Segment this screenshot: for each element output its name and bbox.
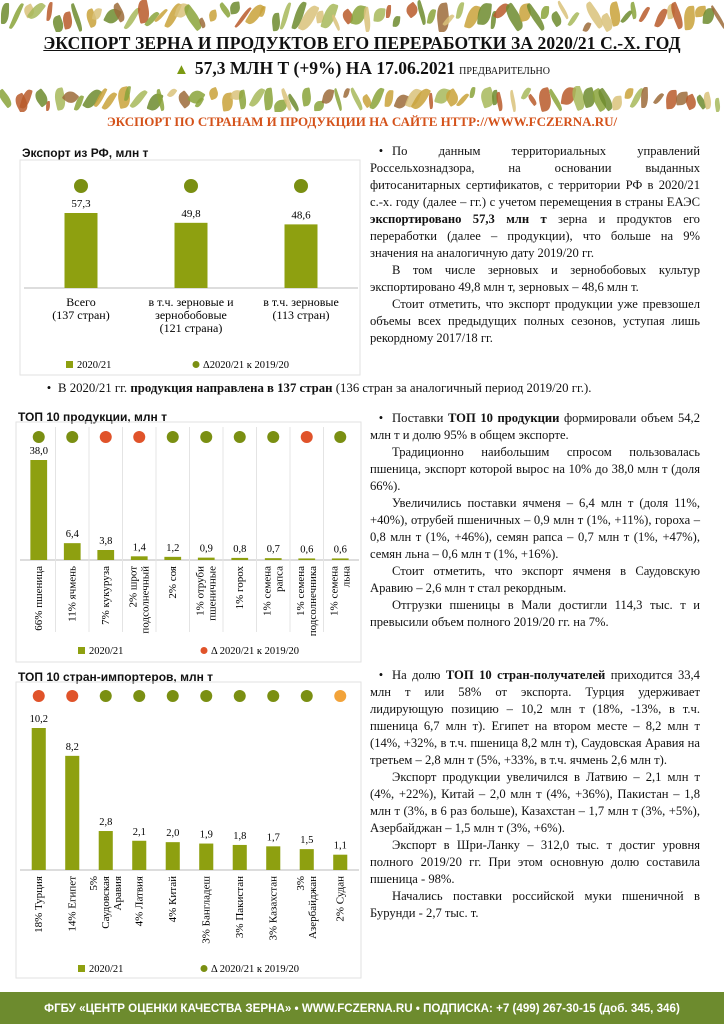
footer-bar: ФГБУ «ЦЕНТР ОЦЕНКИ КАЧЕСТВА ЗЕРНА» • WWW.FCZERNA.RU • ПОДПИСКА: +7 (499) 267-30-15 (доб. 345, 346) <box>0 992 724 1024</box>
leaf-shape <box>259 6 265 18</box>
leaf-shape <box>526 94 537 106</box>
value-label: 49,8 <box>181 207 201 220</box>
category-label-line: (137 стран) <box>52 308 110 322</box>
category-label <box>263 295 339 322</box>
text2-p1a: Поставки <box>392 411 448 425</box>
value-label: 1,5 <box>300 835 314 847</box>
value-label: 3,8 <box>99 536 113 547</box>
category-label <box>328 566 352 616</box>
leaf-shape <box>428 93 434 110</box>
bar <box>166 842 180 870</box>
leaf-shape <box>271 13 281 31</box>
value-label: 0,6 <box>333 544 347 556</box>
chart2-title: ТОП 10 продукции, млн т <box>18 410 167 424</box>
leaf-shape <box>374 7 387 22</box>
leaf-shape <box>229 2 240 15</box>
category-label-line: Азербайджан <box>306 876 319 940</box>
category-label-line: рапса <box>273 566 286 593</box>
category-label <box>261 566 285 616</box>
value-label: 57,3 <box>71 198 91 210</box>
value-label: 1,7 <box>266 832 280 844</box>
leaf-shape <box>393 16 401 27</box>
text2-p3: Увеличились поставки ячменя – 6,4 млн т (доля 11%, +40%), отрубей пшеничных – 0,9 млн т (1%, +11%), гороха – 0,8 млн т (1%, +46%), семян рапса – 0,7 млн т (1%, +47%), семян льна – 0,6 млн т (1%, +16%). <box>370 496 700 561</box>
value-label: 8,2 <box>65 741 79 753</box>
bar <box>231 558 248 560</box>
leaf-shape <box>714 97 721 112</box>
bar <box>233 845 247 870</box>
text3-p1a: На долю <box>392 668 446 682</box>
text2-p1c: формировали объем 54,2 млн т и долю 95% в общем экспорте. <box>370 411 701 442</box>
category-label <box>148 295 234 335</box>
category-label-line: 11% ячмень <box>66 566 79 622</box>
category-label-line: Аравия <box>111 876 124 911</box>
value-label: 1,2 <box>166 542 180 554</box>
bullet-icon: • <box>378 144 384 158</box>
category-label-line: (121 страна) <box>159 321 223 335</box>
category-label <box>133 876 145 926</box>
legend-bar-swatch <box>78 647 85 654</box>
line137-a: В 2020/21 гг. <box>58 381 131 395</box>
category-label <box>234 566 246 610</box>
leaf-shape <box>369 86 384 110</box>
bar <box>285 224 318 288</box>
category-label-line: 1% отруби <box>194 566 207 616</box>
bar <box>64 543 81 560</box>
leaf-shape <box>385 90 394 108</box>
leaf-shape <box>1 3 10 24</box>
chart3-title: ТОП 10 стран-импортеров, млн т <box>18 670 214 684</box>
subtitle-main: 57,3 МЛН Т (+9%) НА 17.06.2021 <box>194 58 456 78</box>
category-label <box>267 876 279 941</box>
leaf-shape <box>629 2 638 20</box>
text3-p1b: ТОП 10 стран-получателей <box>445 668 606 682</box>
leaf-shape <box>508 90 517 112</box>
value-label: 6,4 <box>65 529 79 541</box>
category-label-line: Всего <box>66 295 96 309</box>
leaf-shape <box>46 101 51 111</box>
category-label <box>194 566 218 621</box>
category-label-line: 4% Латвия <box>133 876 146 927</box>
bar <box>198 558 215 560</box>
leaf-shape <box>280 2 292 30</box>
category-label-line: в т.ч. зерновые и <box>148 295 234 309</box>
value-label: 0,6 <box>300 544 314 556</box>
delta-dot <box>133 690 145 702</box>
bar <box>132 841 146 870</box>
leaf-shape <box>301 88 313 107</box>
legend-bar-label: 2020/21 <box>77 360 112 371</box>
category-label-line: 7% кукуруза <box>99 566 112 625</box>
category-label <box>33 876 45 933</box>
text1-p1c: зерна и продуктов его переработки (далее – продукции), что больше на 9% значения на аналогичную дату 2019/20 гг. <box>370 212 700 260</box>
bar <box>199 844 213 870</box>
bar <box>164 557 181 560</box>
text1-p3: Стоит отметить, что экспорт продукции уже превзошел объемы всех предыдущих полных сезонов, уступая лишь рекордному 2017/18 гг. <box>370 297 700 345</box>
category-label-line: 1% семена <box>328 566 341 616</box>
delta-dot <box>33 690 45 702</box>
triangle-up-icon: ▲ <box>174 62 189 78</box>
leaf-shape <box>92 8 102 21</box>
leaf-shape <box>386 5 391 18</box>
bullet-icon: • <box>378 668 384 682</box>
leaf-shape <box>263 88 275 111</box>
category-label-line: 1% горох <box>233 566 246 610</box>
text2-p1b: ТОП 10 продукции <box>447 411 560 425</box>
delta-dot <box>301 431 313 443</box>
category-label <box>234 876 246 938</box>
category-label <box>66 876 78 932</box>
delta-dot <box>133 431 145 443</box>
value-label: 1,8 <box>233 830 247 842</box>
text3-p2: Экспорт продукции увеличился в Латвию – 2,1 млн т (4%, +22%), Китай – 2,0 млн т (4%, +36%), Пакистан – 1,8 млн т (3%, в 6 раз больше), Казахстан – 1,7 млн т (3%, +5%), Азербайджан – 1,5 млн т (3%, +6%). <box>370 770 700 835</box>
category-label-line: 3% Бангладеш <box>200 876 213 944</box>
value-label: 48,6 <box>291 209 311 222</box>
text2-p2: Традиционно наибольшим спросом пользовалась пшеница, экспорт которой вырос на 10% до 38,0 млн т (доля 66%). <box>370 445 700 493</box>
countries-line <box>40 381 591 396</box>
bar <box>32 728 46 870</box>
bullet-icon: • <box>378 411 384 425</box>
chart3-svg <box>16 682 361 978</box>
delta-dot <box>334 690 346 702</box>
category-label <box>200 875 212 943</box>
text-block-2 <box>370 410 700 631</box>
leaf-shape <box>624 88 633 100</box>
delta-dot <box>33 431 45 443</box>
delta-dot <box>234 431 246 443</box>
delta-dot <box>234 690 246 702</box>
legend-bar-label: 2020/21 <box>89 964 124 975</box>
value-label: 0,9 <box>199 543 213 555</box>
category-label <box>167 566 179 599</box>
bar <box>265 558 282 560</box>
leaf-ornament-middle <box>0 86 724 112</box>
value-label: 0,8 <box>233 543 247 555</box>
category-label-line: зернобобовые <box>155 308 227 322</box>
leaf-shape <box>612 95 623 109</box>
legend-bar-swatch <box>66 361 73 368</box>
bar <box>131 556 148 560</box>
bar <box>65 213 98 288</box>
category-label-line: 1% семена <box>294 566 307 616</box>
chart3-top10-countries <box>16 682 361 978</box>
leaf-shape <box>9 2 24 29</box>
delta-dot <box>301 690 313 702</box>
category-label-line: 2% шрот <box>127 566 140 608</box>
category-label <box>52 295 109 322</box>
value-label: 2,8 <box>99 817 113 829</box>
bar <box>30 460 47 560</box>
leaf-shape <box>641 87 648 108</box>
text3-p1c: приходится 33,4 млн т или 58% от экспорта. Турция удерживает лидирующую позицию – 10,2 млн т (18%, -13%, в т.ч. пшеница 6,7 млн т). Египет на втором месте – 8,2 млн т (14%, +32%, в т.ч. пшеница 8,2 млн т), Саудовская Аравия на третьем – 2,8 млн т (5%, +33%, в т.ч. ячмень 2,6 млн т). <box>370 668 700 767</box>
value-label: 2,1 <box>132 826 146 838</box>
delta-dot <box>184 179 198 193</box>
category-label <box>334 876 346 922</box>
bar <box>266 846 280 870</box>
value-label: 1,4 <box>132 542 146 554</box>
delta-dot <box>74 179 88 193</box>
category-label-line: (113 стран) <box>272 308 330 322</box>
leaf-shape <box>208 87 220 100</box>
leaf-shape <box>652 92 663 106</box>
page-title: ЭКСПОРТ ЗЕРНА И ПРОДУКТОВ ЕГО ПЕРЕРАБОТКИ ЗА 2020/21 С.-Х. ГОД <box>43 33 681 53</box>
text2-p5: Отгрузки пшеницы в Мали достигли 114,3 тыс. т и превысили объем полного 2019/20 гг. на 7%. <box>370 598 700 629</box>
bar <box>300 849 314 870</box>
delta-dot <box>267 431 279 443</box>
delta-dot <box>100 690 112 702</box>
category-label-line: 14% Египет <box>66 876 79 932</box>
text2-p4: Стоит отметить, что экспорт ячменя в Саудовскую Аравию – 2,6 млн т стал рекордным. <box>370 564 700 595</box>
category-label <box>100 566 112 625</box>
text3-p4: Начались поставки российской муки пшеничной в Бурунди - 2,7 тыс. т. <box>370 889 700 920</box>
bar <box>99 831 113 870</box>
leaf-shape <box>129 88 148 110</box>
category-label-line: подсолнечника <box>306 566 319 637</box>
category-label <box>33 566 45 631</box>
category-label <box>88 876 124 929</box>
delta-dot <box>100 431 112 443</box>
text-block-1 <box>370 143 700 347</box>
value-label: 38,0 <box>29 446 48 457</box>
leaf-shape <box>469 87 475 99</box>
legend-dot-swatch <box>201 647 208 654</box>
text1-p1a: По данным территориальных управлений Россельхознадзора, на основании выданных фитосанитарных сертификатов, с территории РФ в 2020/21 с.-х. году (далее – гг.) с учетом перемещения в страны ЕАЭС <box>370 144 700 209</box>
text1-p1b: экспортировано 57,3 млн т <box>370 212 547 226</box>
leaf-shape <box>343 88 350 99</box>
delta-dot <box>294 179 308 193</box>
category-label-line: подсолнечный <box>139 566 152 634</box>
category-label-line: Саудовская <box>99 876 112 929</box>
legend-dot-swatch <box>193 361 200 368</box>
category-label-line: 2% Судан <box>334 876 347 922</box>
category-label <box>167 876 179 922</box>
value-label: 1,9 <box>199 829 213 841</box>
legend-bar-label: 2020/21 <box>89 646 124 657</box>
category-label-line: 3% Казахстан <box>267 876 280 941</box>
legend-dot-swatch <box>201 965 208 972</box>
delta-dot <box>334 431 346 443</box>
leaf-shape <box>541 6 550 19</box>
leaf-shape <box>0 88 14 108</box>
leaf-shape <box>321 88 334 105</box>
category-label-line: пшеничные <box>206 566 219 621</box>
delta-dot <box>200 431 212 443</box>
category-label-line: в т.ч. зерновые <box>263 295 339 309</box>
value-label: 10,2 <box>29 714 48 725</box>
value-label: 2,0 <box>166 828 180 840</box>
chart1-svg <box>20 160 360 375</box>
bar <box>298 558 315 560</box>
leaf-ornament-top <box>0 0 724 32</box>
delta-dot <box>267 690 279 702</box>
leaf-shape <box>362 6 372 31</box>
category-label-line: 1% семена <box>261 566 274 616</box>
bar <box>97 550 114 560</box>
leaf-shape <box>208 10 218 22</box>
chart1-title: Экспорт из РФ, млн т <box>22 146 149 160</box>
chart2-svg <box>16 422 361 662</box>
delta-dot <box>167 431 179 443</box>
delta-dot <box>66 690 78 702</box>
value-label: 1,1 <box>333 840 347 852</box>
category-label-line: 66% пшеница <box>32 566 45 631</box>
category-label-line: льна <box>340 566 353 588</box>
bar <box>175 223 208 288</box>
legend-bar-swatch <box>78 965 85 972</box>
category-label-line: 2% соя <box>166 566 179 599</box>
category-label <box>127 566 151 634</box>
category-label <box>66 566 78 622</box>
leaf-shape <box>427 8 437 24</box>
page-subtitle <box>0 58 724 79</box>
delta-dot <box>200 690 212 702</box>
leaf-shape <box>683 6 696 31</box>
line137-b: продукция направлена в 137 стран <box>130 381 333 395</box>
text1-p2: В том числе зерновых и зернобобовых культур экспортировано 49,8 млн т, зерновых – 48,6 млн т. <box>370 263 700 294</box>
legend-dot-label: Δ 2020/21 к 2019/20 <box>211 646 299 657</box>
leaf-shape <box>167 87 178 99</box>
chart1-export-total <box>20 160 360 375</box>
leaf-shape <box>495 91 505 111</box>
category-label <box>295 566 319 636</box>
leaf-shape <box>568 11 580 27</box>
line137-c: (136 стран за аналогичный период 2019/20 гг.). <box>332 381 592 395</box>
bar <box>333 855 347 870</box>
category-label-line: 3% Пакистан <box>233 876 246 939</box>
bar <box>65 756 79 870</box>
bar <box>332 558 349 560</box>
value-label: 0,7 <box>266 544 280 556</box>
leaf-shape <box>456 92 470 108</box>
category-label-line: 18% Турция <box>32 876 45 933</box>
website-link[interactable]: ЭКСПОРТ ПО СТРАНАМ И ПРОДУКЦИИ НА САЙТЕ HTTP://WWW.FCZERNA.RU/ <box>106 114 618 129</box>
legend-dot-label: Δ 2020/21 к 2019/20 <box>211 964 299 975</box>
delta-dot <box>167 690 179 702</box>
category-label-line: 4% Китай <box>166 876 179 923</box>
delta-dot <box>66 431 78 443</box>
text-block-3 <box>370 667 700 922</box>
text3-p3: Экспорт в Шри-Ланку – 312,0 тыс. т достиг уровня полного 2019/20 гг. При этом основную долю составила пшеница - 98%. <box>370 838 700 886</box>
leaf-shape <box>456 2 465 20</box>
leaf-shape <box>332 88 343 111</box>
category-label <box>295 876 319 939</box>
bullet-icon: • <box>46 381 52 395</box>
category-label-line: 5% <box>87 876 100 891</box>
leaf-shape <box>639 6 651 23</box>
category-label-line: 3% <box>294 876 307 891</box>
subtitle-note: ПРЕДВАРИТЕЛЬНО <box>459 66 550 77</box>
leaf-shape <box>583 21 592 32</box>
legend-dot-label: Δ2020/21 к 2019/20 <box>203 360 289 371</box>
leaf-shape <box>46 2 52 21</box>
leaf-shape <box>237 90 247 110</box>
chart2-top10-products <box>16 422 361 662</box>
